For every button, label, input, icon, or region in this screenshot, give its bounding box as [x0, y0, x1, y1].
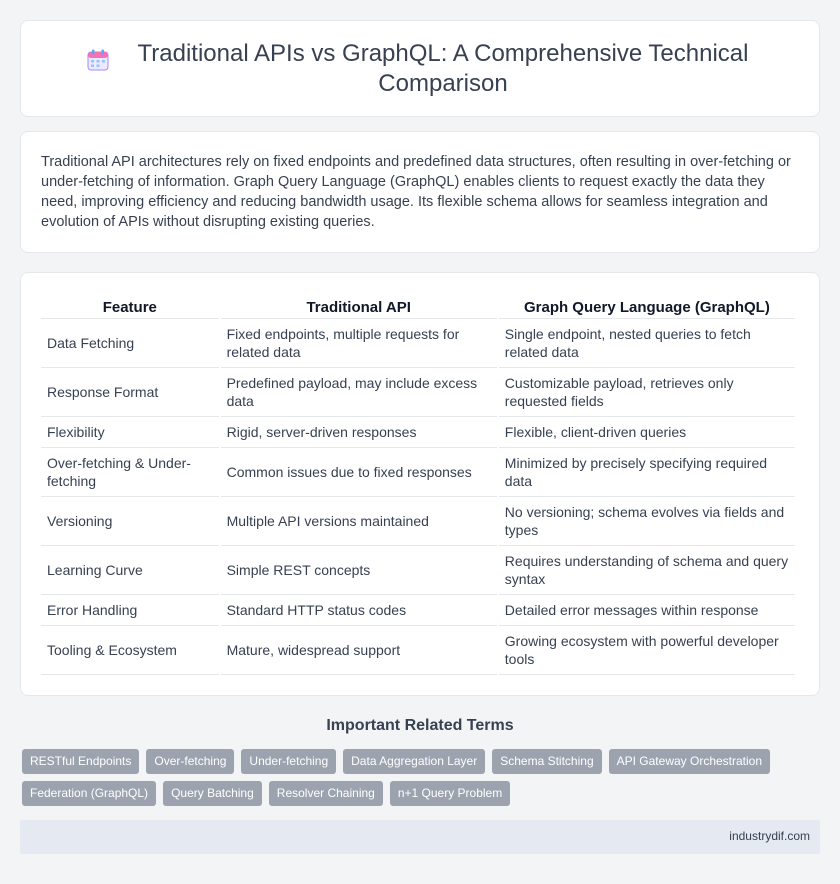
tag-resolver-chaining[interactable]: Resolver Chaining: [269, 781, 383, 806]
table-row: [41, 368, 795, 417]
table-row: [41, 497, 795, 546]
page-title: Traditional APIs vs GraphQL: A Comprehensive Technical Comparison: [137, 39, 749, 97]
tag-under-fetching[interactable]: Under-fetching: [241, 749, 336, 774]
comparison-card: [20, 272, 820, 696]
feature-cell: Error Handling: [41, 595, 219, 626]
table-row: [41, 595, 795, 626]
tag-query-batching[interactable]: Query Batching: [163, 781, 262, 806]
traditional-cell: Rigid, server-driven responses: [221, 417, 497, 448]
table-row: [41, 319, 795, 368]
traditional-cell: Fixed endpoints, multiple requests for related data: [221, 319, 497, 368]
header-traditional-api: Traditional API: [221, 293, 497, 319]
intro-paragraph: Traditional API architectures rely on fixed endpoints and predefined data structures, often resulting in over-fetching or under-fetching of information. Graph Query Language (GraphQL) enables clients to request exactly the data they need, improving efficiency and reducing bandwidth usage. Its flexible schema allows for seamless integration and evolution of APIs without disrupting existing queries.: [41, 154, 791, 230]
table-row: [41, 546, 795, 595]
related-terms-title: Important Related Terms: [326, 717, 514, 734]
feature-cell: Tooling & Ecosystem: [41, 626, 219, 675]
traditional-cell: Predefined payload, may include excess data: [221, 368, 497, 417]
feature-cell: Flexibility: [41, 417, 219, 448]
traditional-cell: Multiple API versions maintained: [221, 497, 497, 546]
table-row: [41, 417, 795, 448]
tag-restful-endpoints[interactable]: RESTful Endpoints: [22, 749, 139, 774]
traditional-cell: Mature, widespread support: [221, 626, 497, 675]
tag-row: [22, 781, 822, 806]
graphql-cell: Growing ecosystem with powerful developer tools: [499, 626, 795, 675]
graphql-cell: No versioning; schema evolves via fields and types: [499, 497, 795, 546]
tag-data-aggregation-layer[interactable]: Data Aggregation Layer: [343, 749, 485, 774]
header-graphql: Graph Query Language (GraphQL): [499, 293, 795, 319]
feature-cell: Versioning: [41, 497, 219, 546]
graphql-cell: Single endpoint, nested queries to fetch related data: [499, 319, 795, 368]
header-card: [20, 20, 820, 117]
feature-cell: Learning Curve: [41, 546, 219, 595]
graphql-cell: Requires understanding of schema and query syntax: [499, 546, 795, 595]
calendar-icon: [87, 49, 109, 71]
feature-cell: Response Format: [41, 368, 219, 417]
tag-n-plus-1-query-problem[interactable]: n+1 Query Problem: [390, 781, 510, 806]
graphql-cell: Detailed error messages within response: [499, 595, 795, 626]
graphql-cell: Minimized by precisely specifying required data: [499, 448, 795, 497]
header-feature: Feature: [41, 293, 219, 319]
tag-row: [22, 749, 822, 774]
traditional-cell: Simple REST concepts: [221, 546, 497, 595]
footer-site-link[interactable]: industrydif.com: [729, 829, 810, 843]
table-row: [41, 626, 795, 675]
traditional-cell: Standard HTTP status codes: [221, 595, 497, 626]
tag-api-gateway-orchestration[interactable]: API Gateway Orchestration: [609, 749, 770, 774]
traditional-cell: Common issues due to fixed responses: [221, 448, 497, 497]
title-wrap: [70, 39, 770, 99]
tag-over-fetching[interactable]: Over-fetching: [146, 749, 234, 774]
related-terms-tags: [22, 749, 822, 813]
intro-card: [20, 131, 820, 253]
tag-schema-stitching[interactable]: Schema Stitching: [492, 749, 601, 774]
graphql-cell: Flexible, client-driven queries: [499, 417, 795, 448]
graphql-cell: Customizable payload, retrieves only requested fields: [499, 368, 795, 417]
feature-cell: Data Fetching: [41, 319, 219, 368]
feature-cell: Over-fetching & Under-fetching: [41, 448, 219, 497]
table-row: [41, 448, 795, 497]
footer: [20, 820, 820, 854]
comparison-table: [39, 293, 797, 675]
tag-federation-graphql[interactable]: Federation (GraphQL): [22, 781, 156, 806]
table-header-row: [41, 293, 795, 319]
